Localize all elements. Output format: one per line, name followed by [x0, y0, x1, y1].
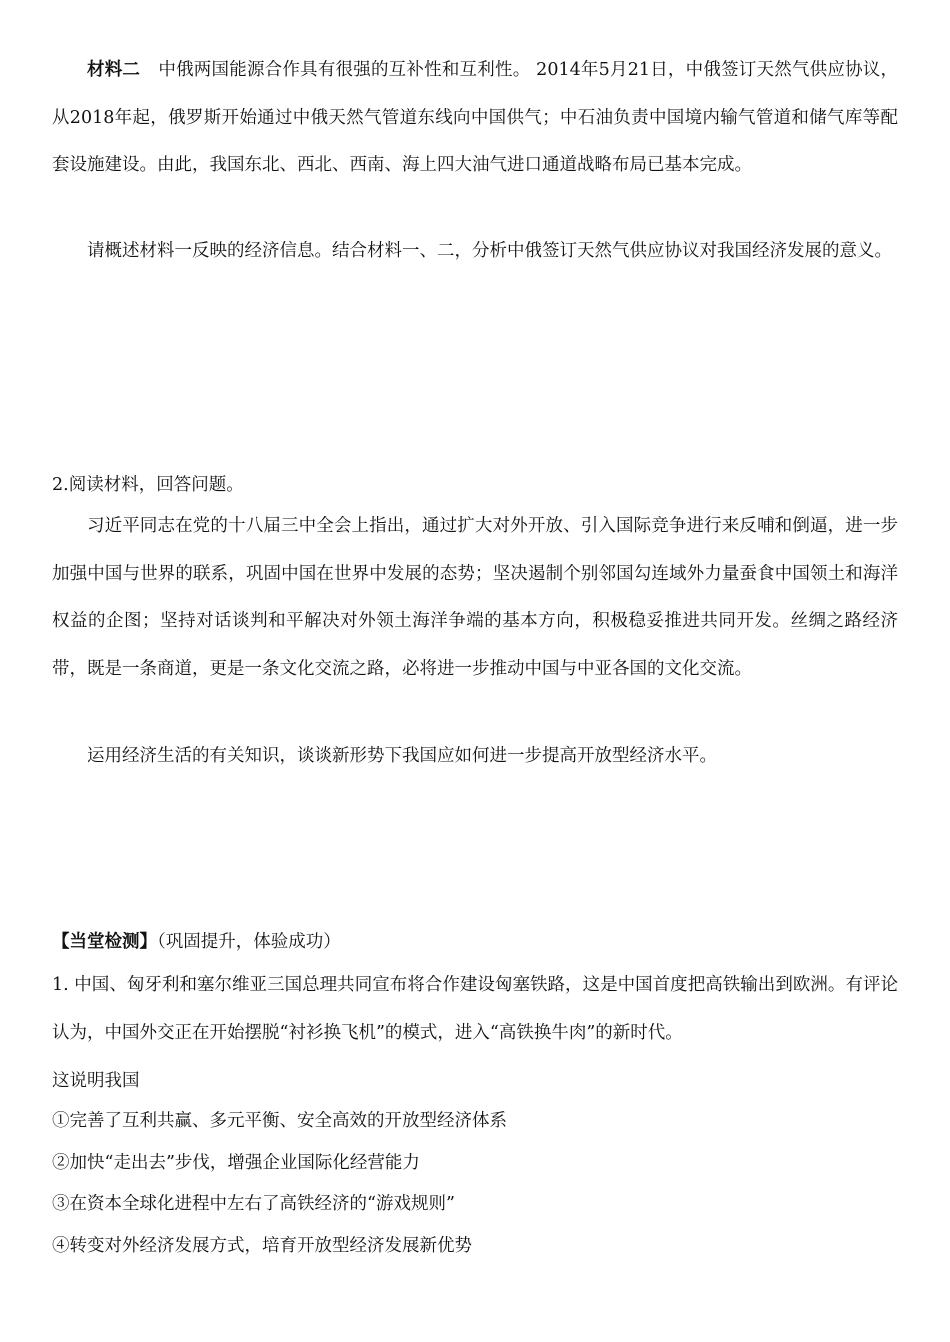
question-two-material: 习近平同志在党的十八届三中全会上指出，通过扩大对外开放、引入国际竞争进行来反哺和倒逼，进一步加强中国与世界的联系，巩固中国在世界中发展的态势；坚决遏制个别邻国勾连域外力量蚕食中国领土和海洋权益的企图；坚持对话谈判和平解决对外领土海洋争端的基本方向，积极稳妥推进共同开发。丝绸之路经济带，既是一条商道，更是一条文化交流之路，必将进一步推动中国与中亚各国的文化交流。: [52, 516, 898, 679]
option-item: ④转变对外经济发展方式，培育开放型经济发展新优势: [52, 1236, 472, 1256]
section-subtitle: （巩固提升，体验成功）: [157, 932, 341, 952]
question-two-prompt: 运用经济生活的有关知识，谈谈新形势下我国应如何进一步提高开放型经济水平。: [87, 746, 717, 766]
option-item: ①完善了互利共赢、多元平衡、安全高效的开放型经济体系: [52, 1111, 507, 1131]
section-heading: [52, 930, 341, 954]
section-title: 【当堂检测】: [52, 932, 157, 952]
material-two-label: 材料二: [87, 60, 141, 80]
test-question-one-stem: 1. 中国、匈牙利和塞尔维亚三国总理共同宣布将合作建设匈塞铁路，这是中国首度把高铁输出到欧洲。有评论认为，中国外交正在开始摆脱“衬衫换飞机”的模式，进入“高铁换牛肉”的新时代。: [52, 975, 898, 1043]
option-item: ③在资本全球化进程中左右了高铁经济的“游戏规则”: [52, 1194, 455, 1214]
material-two-paragraph: [52, 47, 898, 190]
material-two-text: 中俄两国能源合作具有很强的互补性和互利性。 2014年5月21日，中俄签订天然气供应协议，从2018年起，俄罗斯开始通过中俄天然气管道东线向中国供气；中石油负责中国境内输气管道和储气库等配套设施建设。由此，我国东北、西北、西南、海上四大油气进口通道战略布局已基本完成。: [52, 60, 899, 175]
option-item: ②加快“走出去”步伐，增强企业国际化经营能力: [52, 1153, 420, 1173]
test-question-one-lead: 这说明我国: [52, 1071, 140, 1091]
question-one-prompt: 请概述材料一反映的经济信息。结合材料一、二，分析中俄签订天然气供应协议对我国经济发展的意义。: [87, 241, 892, 261]
question-two-heading: 2.阅读材料，回答问题。: [52, 475, 244, 495]
